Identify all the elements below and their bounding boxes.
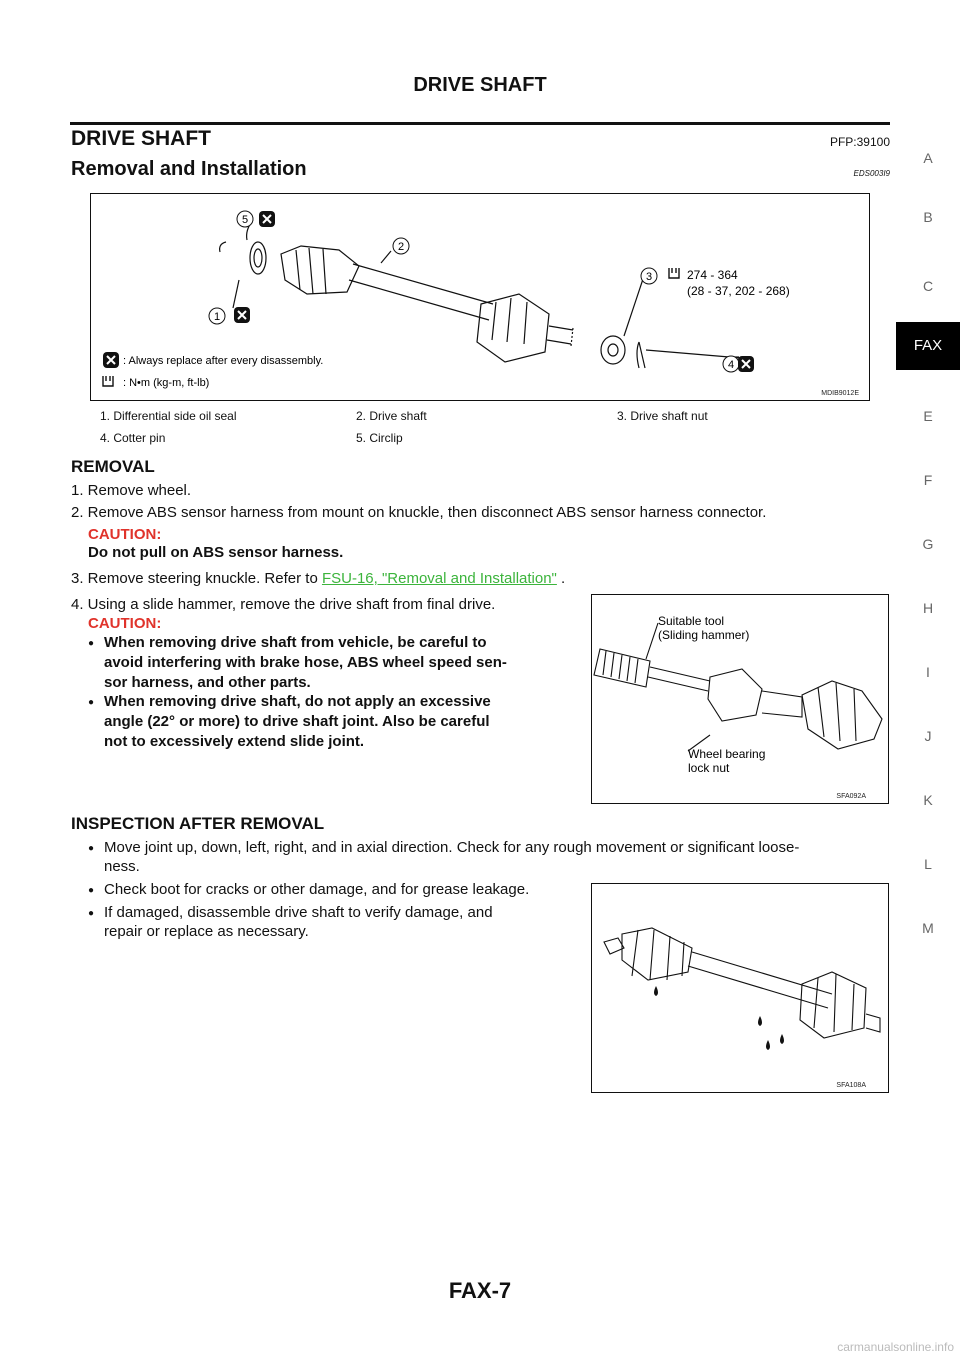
page-header-title: DRIVE SHAFT	[413, 74, 547, 96]
replace-icons	[103, 211, 754, 372]
removal-step-2: 2. Remove ABS sensor harness from mount on knuckle, then disconnect ABS sensor harness connector.	[71, 504, 767, 521]
caution-bullet-1-line2: avoid interfering with brake hose, ABS wheel speed sen-	[104, 654, 507, 671]
caution-bullet-1-line3: sor harness, and other parts.	[104, 674, 311, 691]
callout-5: 5	[241, 214, 249, 226]
figure-code: MDIB9012E	[821, 390, 859, 397]
tab-k[interactable]: K	[923, 792, 933, 808]
drive-shaft-boot-figure	[591, 883, 889, 1093]
slide-hammer-figure	[591, 594, 889, 804]
caution-bullet-1-line1: ● When removing drive shaft from vehicle, be careful to	[104, 633, 487, 653]
grease-drops	[654, 986, 784, 1050]
step3-text: 3. Remove steering knuckle. Refer to	[71, 570, 322, 587]
eds-code: EDS003I9	[853, 169, 890, 178]
label-lock-nut: lock nut	[688, 761, 730, 775]
tab-h[interactable]: H	[922, 600, 934, 616]
removal-step-3	[71, 569, 565, 588]
drive-shaft-boot-illustration	[592, 884, 888, 1092]
caution-bullet-2-line1: ● When removing drive shaft, do not apply an excessive	[104, 692, 491, 712]
label-suitable-tool: Suitable tool	[658, 614, 725, 628]
figure3-code: SFA108A	[836, 1082, 866, 1089]
caution-label-step4: CAUTION:	[88, 615, 162, 632]
tab-e[interactable]: E	[923, 408, 933, 424]
torque-alt-units: (28 - 37, 202 - 268)	[687, 284, 790, 298]
watermark-text: carmanualsonline.info	[837, 1340, 954, 1354]
tab-m[interactable]: M	[922, 920, 934, 936]
legend-item-2: 2. Drive shaft	[356, 409, 427, 423]
label-wheel-bearing: Wheel bearing	[688, 747, 766, 761]
exploded-view-figure	[90, 193, 870, 401]
caution-step2-text: Do not pull on ABS sensor harness.	[88, 544, 344, 561]
page-number: FAX-7	[448, 1278, 512, 1303]
section-title: DRIVE SHAFT	[71, 127, 212, 150]
tab-j[interactable]: J	[924, 728, 932, 744]
inspection-bullet-3-line1: ● If damaged, disassemble drive shaft to verify damage, and	[104, 903, 493, 922]
legend-item-1: 1. Differential side oil seal	[100, 409, 237, 423]
removal-heading: REMOVAL	[71, 457, 155, 476]
header-rule	[70, 122, 890, 125]
legend-item-3: 3. Drive shaft nut	[617, 409, 708, 423]
caution-bullet-2-line2: angle (22° or more) to drive shaft joint. Also be careful	[104, 713, 490, 730]
inspection-bullet-1-line2: ness.	[104, 858, 140, 875]
tab-a[interactable]: A	[923, 150, 933, 166]
inspection-bullet-2-text: ● Check boot for cracks or other damage, and for grease leakage.	[104, 880, 529, 899]
callout-4: 4	[727, 359, 735, 371]
figure2-code: SFA092A	[836, 793, 866, 800]
legend-replace-text: : Always replace after every disassembly.	[123, 355, 324, 367]
subsection-title: Removal and Installation	[71, 158, 307, 180]
torque-value: 274 - 364	[687, 268, 738, 282]
tab-l[interactable]: L	[924, 856, 932, 872]
tab-c[interactable]: C	[922, 278, 934, 294]
caution-bullet-2-line3: not to excessively extend slide joint.	[104, 733, 365, 750]
label-sliding-hammer: (Sliding hammer)	[658, 628, 750, 642]
inspection-bullet-3-line2: repair or replace as necessary.	[104, 923, 309, 940]
removal-step-1: 1. Remove wheel.	[71, 482, 192, 499]
tab-b[interactable]: B	[923, 209, 933, 225]
tab-i[interactable]: I	[926, 664, 930, 680]
legend-torque-text: : N•m (kg-m, ft-lb)	[123, 377, 210, 389]
torque-icons	[103, 268, 679, 386]
legend-item-5: 5. Circlip	[356, 431, 403, 445]
inspection-bullet-1-line1: ● Move joint up, down, left, right, and in axial direction. Check for any rough movement or significant loose-	[104, 838, 799, 857]
inspection-heading: INSPECTION AFTER REMOVAL	[71, 814, 325, 833]
callout-2: 2	[397, 241, 405, 253]
tab-g[interactable]: G	[922, 536, 934, 552]
parts-legend	[90, 401, 870, 447]
tab-fax[interactable]: FAX	[896, 322, 960, 370]
callout-markers	[209, 211, 739, 372]
slide-hammer-illustration	[592, 595, 888, 803]
pfp-code: PFP:39100	[829, 135, 890, 149]
tab-f[interactable]: F	[923, 472, 933, 488]
caution-label-step2: CAUTION:	[88, 526, 162, 543]
step3-suffix: .	[556, 570, 566, 587]
legend-item-4: 4. Cotter pin	[100, 431, 166, 445]
fsu-16-link[interactable]: FSU-16, "Removal and Installation"	[321, 570, 557, 587]
callout-3: 3	[645, 271, 653, 283]
drive-shaft-illustration	[91, 194, 869, 400]
callout-1: 1	[213, 311, 221, 323]
removal-step-4: 4. Using a slide hammer, remove the drive shaft from final drive.	[71, 596, 496, 613]
